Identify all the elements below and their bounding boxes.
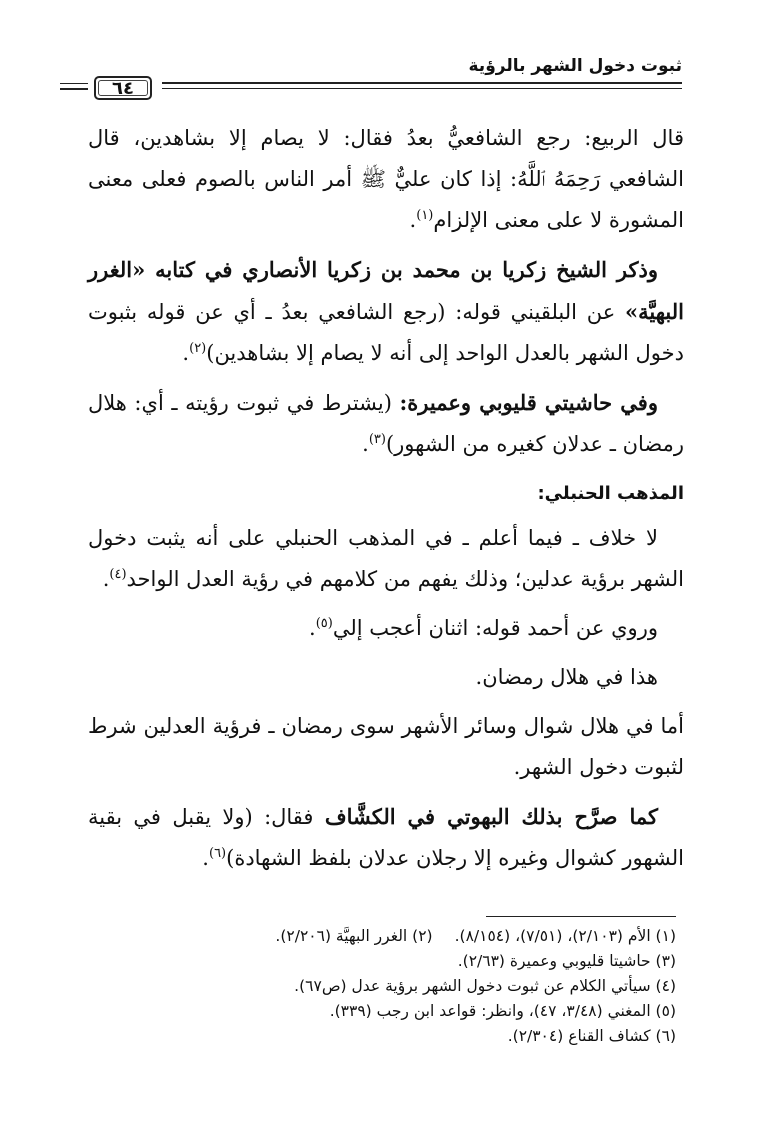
page-body (88, 118, 684, 887)
header-rule-left-thin (60, 83, 88, 84)
paragraph-7: أما في هلال شوال وسائر الأشهر سوى رمضان ـ فرؤية العدلين شرط لثبوت دخول الشهر. (88, 714, 684, 779)
header-rule (162, 82, 682, 84)
paragraph-2: وذكر الشيخ زكريا بن محمد بن زكريا الأنصاري في كتابه «الغرر البهيَّة» عن البلقيني قوله: (رجع الشافعي بعدُ ـ أي عن قوله بثبوت دخول الشهر بالعدل الواحد إلى أنه لا يصام إلا بشاهدين)$^{(٢)}$. (88, 257, 684, 365)
paragraph-1: قال الربيع: رجع الشافعيُّ بعدُ فقال: لا يصام إلا بشاهدين، قال الشافعي رَحِمَهُ ٱللَّهُ: إذا كان عليٌّ ﷺ أمر الناس بالصوم فعلى معنى المشورة لا على معنى الإلزام$^{(١)}$. (88, 126, 684, 232)
paragraph-6: هذا في هلال رمضان. (475, 665, 658, 689)
footnote-3: (٣) حاشيتا قليوبي وعميرة (٢/٦٣). (457, 952, 676, 970)
footnote-5: (٥) المغني (٣/٤٨، ٤٧)، وانظر: قواعد ابن رجب (٣٣٩). (329, 1002, 676, 1020)
header-rule-left (60, 88, 88, 90)
page-header (90, 50, 682, 102)
running-title: ثبوت دخول الشهر بالرؤية (468, 56, 682, 76)
footnote-1: (١) الأم (٢/١٠٣)، (٧/٥١)، (٨/١٥٤). (454, 927, 676, 945)
header-rule-thin (162, 88, 682, 89)
paragraph-8: كما صرَّح بذلك البهوتي في الكشَّاف فقال: (ولا يقبل في بقية الشهور كشوال وغيره إلا رجلان عدلان بلفظ الشهادة)$^{(٦)}$. (88, 804, 684, 870)
footnote-ref: (٤) (109, 567, 127, 582)
footnote-separator (486, 916, 676, 917)
footnote-2: (٢) الغرر البهيَّة (٢/٢٠٦). (275, 927, 433, 945)
footnote-4: (٤) سيأتي الكلام عن ثبوت دخول الشهر برؤية عدل (ص٦٧). (294, 977, 676, 995)
footnote-ref: (٢) (189, 341, 207, 356)
footnote-ref: (٦) (208, 846, 227, 861)
footnote-line-1 (76, 924, 676, 949)
footnote-ref: (١) (416, 208, 434, 223)
footnote-ref: (٥) (315, 616, 333, 631)
paragraph-4: لا خلاف ـ فيما أعلم ـ في المذهب الحنبلي على أنه يثبت دخول الشهر برؤية عدلين؛ وذلك يفهم من كلامهم في رؤية العدل الواحد$^{(٤)}$. (88, 526, 684, 591)
paragraph-5: وروي عن أحمد قوله: اثنان أعجب إلي$^{(٥)}$. (309, 616, 658, 640)
footnotes (76, 924, 676, 1049)
footnote-6: (٦) كشاف القناع (٢/٣٠٤). (507, 1027, 676, 1045)
section-heading: المذهب الحنبلي: (537, 483, 684, 504)
footnote-ref: (٣) (368, 432, 386, 447)
paragraph-3: وفي حاشيتي قليوبي وعميرة: (يشترط في ثبوت رؤيته ـ أي: هلال رمضان ـ عدلان كغيره من الشهور)$^{(٣)}$. (88, 390, 684, 456)
page-number: ٦٤ (94, 76, 152, 100)
